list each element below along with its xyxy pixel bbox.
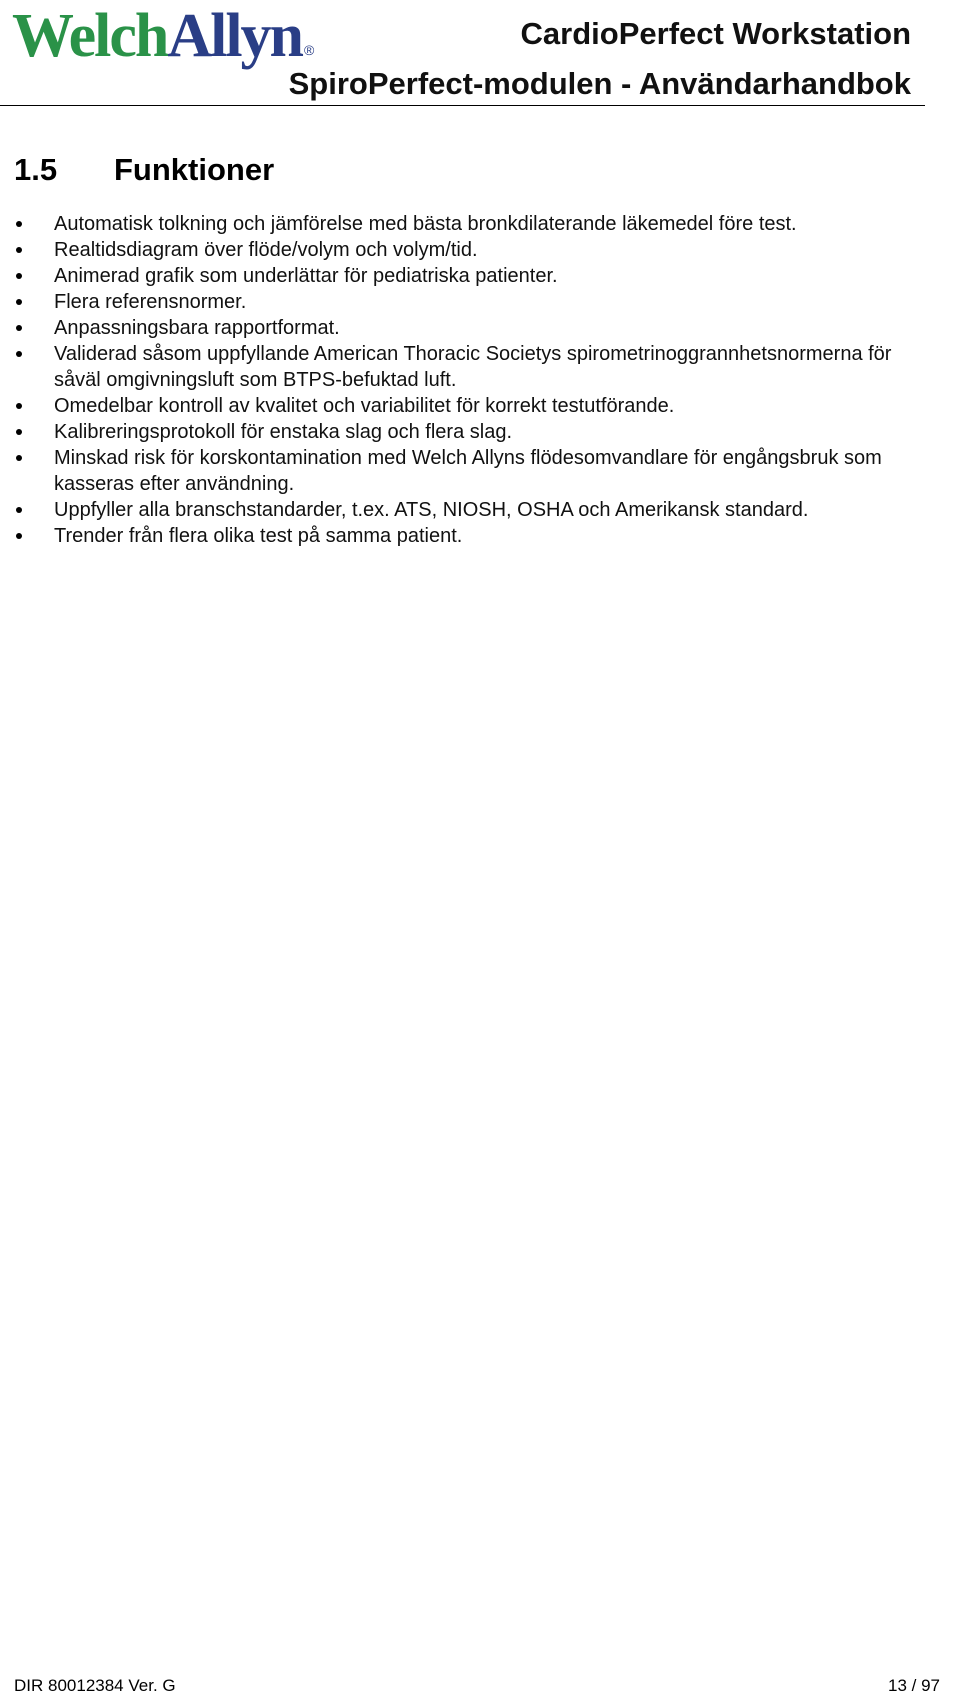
feature-list-item — [0, 341, 930, 393]
document-id: DIR 80012384 Ver. G — [14, 1676, 176, 1695]
section-heading — [14, 152, 274, 188]
feature-list-item — [0, 263, 930, 289]
feature-list-item — [0, 523, 930, 549]
logo-registered-mark: ® — [304, 42, 313, 58]
feature-text: Animerad grafik som underlättar för pediatriska patienter. — [54, 265, 558, 287]
feature-text: Automatisk tolkning och jämförelse med bästa bronkdilaterande läkemedel före test. — [54, 213, 797, 235]
manual-title: SpiroPerfect-modulen - Användarhandbok — [288, 66, 911, 101]
bullet-icon — [16, 221, 22, 227]
feature-list-item — [0, 237, 930, 263]
product-title: CardioPerfect Workstation — [520, 16, 911, 51]
feature-text: Anpassningsbara rapportformat. — [54, 317, 340, 339]
bullet-icon — [16, 455, 22, 461]
feature-list-item — [0, 419, 930, 445]
page-number: 13 / 97 — [888, 1676, 940, 1695]
bullet-icon — [16, 299, 22, 305]
bullet-icon — [16, 429, 22, 435]
feature-list-item — [0, 211, 930, 237]
bullet-icon — [16, 351, 22, 357]
feature-text: Uppfyller alla branschstandarder, t.ex. ATS, NIOSH, OSHA och Amerikansk standard. — [54, 499, 809, 521]
bullet-icon — [16, 247, 22, 253]
feature-text: Realtidsdiagram över flöde/volym och volym/tid. — [54, 239, 478, 261]
section-number: 1.5 — [14, 152, 58, 187]
feature-text: Flera referensnormer. — [54, 291, 247, 313]
logo-allyn-text: Allyn — [167, 2, 303, 70]
bullet-icon — [16, 533, 22, 539]
feature-text: Minskad risk för korskontamination med Welch Allyns flödesomvandlare för engångsbruk som kasseras efter användning. — [54, 447, 882, 495]
welch-allyn-logo — [12, 0, 313, 72]
page-header — [0, 0, 925, 106]
feature-text: Kalibreringsprotokoll för enstaka slag och flera slag. — [54, 421, 513, 443]
feature-text: Omedelbar kontroll av kvalitet och variabilitet för korrekt testutförande. — [54, 395, 675, 417]
logo-welch-text: Welch — [12, 2, 168, 70]
bullet-icon — [16, 507, 22, 513]
bullet-icon — [16, 273, 22, 279]
feature-list — [0, 211, 930, 549]
feature-text: Validerad såsom uppfyllande American Thoracic Societys spirometrinoggrannhetsnormerna för såväl omgivningsluft som BTPS-befuktad luft. — [54, 343, 892, 391]
feature-list-item — [0, 497, 930, 523]
feature-list-item — [0, 393, 930, 419]
bullet-icon — [16, 325, 22, 331]
feature-list-item — [0, 315, 930, 341]
feature-list-item — [0, 445, 930, 497]
section-title: Funktioner — [114, 152, 275, 187]
feature-text: Trender från flera olika test på samma patient. — [54, 525, 463, 547]
bullet-icon — [16, 403, 22, 409]
feature-list-item — [0, 289, 930, 315]
